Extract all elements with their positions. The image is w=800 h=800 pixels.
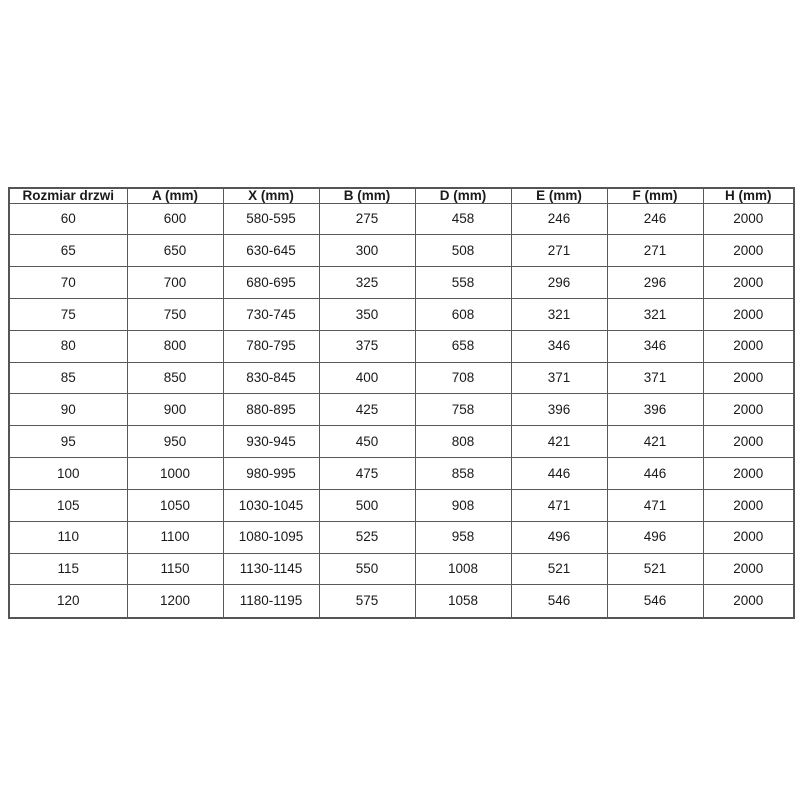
table-cell: 1080-1095 [223,521,319,553]
table-cell: 375 [319,330,415,362]
table-cell: 2000 [703,362,794,394]
column-header-h-mm: H (mm) [703,188,794,203]
table-cell: 371 [607,362,703,394]
table-cell: 325 [319,267,415,299]
table-cell: 60 [9,203,127,235]
column-header-d-mm: D (mm) [415,188,511,203]
table-row [9,458,794,490]
table-row [9,267,794,299]
table-row [9,585,794,618]
table-cell: 900 [127,394,223,426]
table-cell: 2000 [703,203,794,235]
table-cell: 808 [415,426,511,458]
table-cell: 2000 [703,489,794,521]
table-cell: 475 [319,458,415,490]
table-cell: 780-795 [223,330,319,362]
table-cell: 680-695 [223,267,319,299]
table-cell: 421 [511,426,607,458]
table-cell: 2000 [703,235,794,267]
table-cell: 425 [319,394,415,426]
table-header-row [9,188,794,203]
door-size-spec-table-container [8,187,793,619]
table-cell: 558 [415,267,511,299]
table-row [9,521,794,553]
table-cell: 750 [127,298,223,330]
table-row [9,235,794,267]
table-cell: 2000 [703,585,794,618]
table-cell: 120 [9,585,127,618]
table-cell: 1200 [127,585,223,618]
table-cell: 471 [511,489,607,521]
table-cell: 80 [9,330,127,362]
table-cell: 980-995 [223,458,319,490]
table-cell: 271 [607,235,703,267]
table-cell: 296 [607,267,703,299]
table-cell: 1150 [127,553,223,585]
column-header-f-mm: F (mm) [607,188,703,203]
table-cell: 246 [511,203,607,235]
table-cell: 100 [9,458,127,490]
table-cell: 300 [319,235,415,267]
table-cell: 1030-1045 [223,489,319,521]
table-cell: 1130-1145 [223,553,319,585]
table-cell: 446 [511,458,607,490]
table-cell: 421 [607,426,703,458]
table-cell: 700 [127,267,223,299]
table-cell: 850 [127,362,223,394]
table-cell: 346 [511,330,607,362]
table-cell: 471 [607,489,703,521]
table-row [9,553,794,585]
column-header-e-mm: E (mm) [511,188,607,203]
table-cell: 321 [511,298,607,330]
table-cell: 400 [319,362,415,394]
table-row [9,394,794,426]
table-cell: 575 [319,585,415,618]
column-header-x-mm: X (mm) [223,188,319,203]
table-cell: 930-945 [223,426,319,458]
table-cell: 1008 [415,553,511,585]
table-cell: 85 [9,362,127,394]
table-cell: 496 [607,521,703,553]
column-header-rozmiar-drzwi: Rozmiar drzwi [9,188,127,203]
table-cell: 2000 [703,521,794,553]
column-header-a-mm: A (mm) [127,188,223,203]
table-body [9,203,794,618]
table-cell: 2000 [703,267,794,299]
table-row [9,489,794,521]
table-cell: 858 [415,458,511,490]
table-cell: 880-895 [223,394,319,426]
table-cell: 958 [415,521,511,553]
table-cell: 75 [9,298,127,330]
table-cell: 546 [607,585,703,618]
table-cell: 2000 [703,394,794,426]
table-cell: 500 [319,489,415,521]
table-cell: 650 [127,235,223,267]
table-row [9,362,794,394]
table-cell: 105 [9,489,127,521]
table-cell: 346 [607,330,703,362]
table-cell: 396 [607,394,703,426]
table-cell: 271 [511,235,607,267]
table-cell: 70 [9,267,127,299]
table-cell: 296 [511,267,607,299]
table-cell: 508 [415,235,511,267]
table-cell: 1050 [127,489,223,521]
door-size-spec-table [8,187,795,619]
table-cell: 600 [127,203,223,235]
table-cell: 546 [511,585,607,618]
table-cell: 450 [319,426,415,458]
table-row [9,298,794,330]
table-cell: 521 [511,553,607,585]
table-cell: 730-745 [223,298,319,330]
table-cell: 1180-1195 [223,585,319,618]
table-cell: 630-645 [223,235,319,267]
table-cell: 65 [9,235,127,267]
table-cell: 95 [9,426,127,458]
table-cell: 525 [319,521,415,553]
table-cell: 110 [9,521,127,553]
table-cell: 708 [415,362,511,394]
table-cell: 908 [415,489,511,521]
table-cell: 950 [127,426,223,458]
table-cell: 2000 [703,553,794,585]
table-cell: 496 [511,521,607,553]
table-row [9,330,794,362]
table-row [9,426,794,458]
column-header-b-mm: B (mm) [319,188,415,203]
table-cell: 115 [9,553,127,585]
table-cell: 2000 [703,458,794,490]
table-cell: 1000 [127,458,223,490]
table-row [9,203,794,235]
table-cell: 321 [607,298,703,330]
table-cell: 758 [415,394,511,426]
table-cell: 458 [415,203,511,235]
table-cell: 830-845 [223,362,319,394]
table-cell: 608 [415,298,511,330]
table-cell: 2000 [703,330,794,362]
table-cell: 275 [319,203,415,235]
table-cell: 521 [607,553,703,585]
table-cell: 550 [319,553,415,585]
table-cell: 446 [607,458,703,490]
table-cell: 1100 [127,521,223,553]
table-cell: 2000 [703,426,794,458]
table-cell: 658 [415,330,511,362]
table-cell: 2000 [703,298,794,330]
table-cell: 246 [607,203,703,235]
table-cell: 350 [319,298,415,330]
table-cell: 1058 [415,585,511,618]
table-cell: 90 [9,394,127,426]
table-cell: 371 [511,362,607,394]
table-cell: 580-595 [223,203,319,235]
table-cell: 396 [511,394,607,426]
table-cell: 800 [127,330,223,362]
